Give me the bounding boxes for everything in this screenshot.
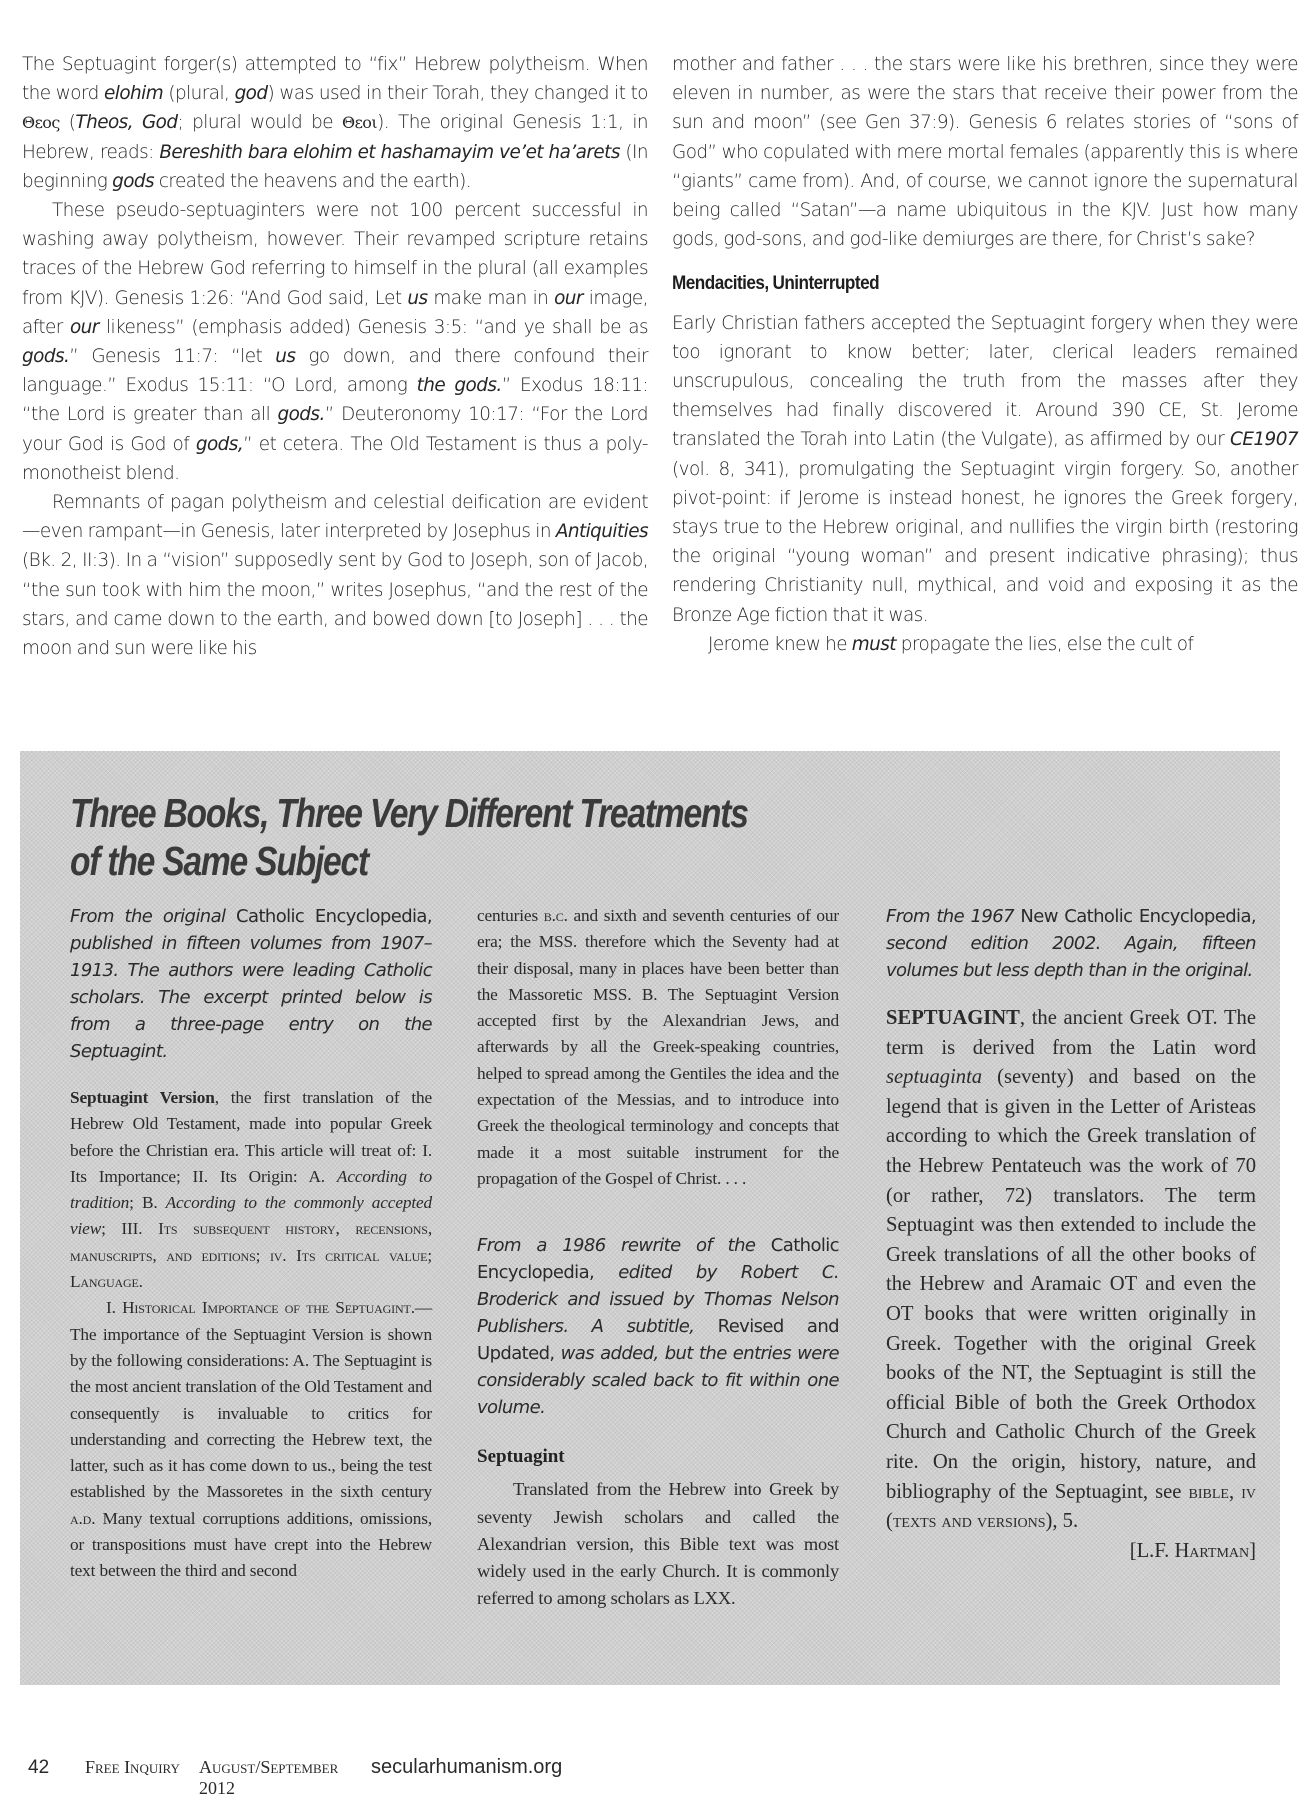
- magazine-name: Free Inquiry: [85, 1757, 180, 1777]
- article-paragraph: Remnants of pagan polytheism and celestial deification are evident—even rampant—in Genesis, later interpreted by Josephus in Antiquities (Bk. 2, II:3). In a “vision” supposedly sent by God to Joseph, son of Jacob, “the sun took with him the moon,” writes Josephus, “and the rest of the stars, and came down to the earth, and bowed down [to Joseph] . . . the moon and sun were like his: [22, 492, 648, 660]
- page-footer: [28, 1756, 563, 1798]
- article-right-column: [672, 50, 1298, 659]
- issue-date: August/September 2012: [199, 1757, 339, 1798]
- encyclopedia-excerpt: Septuagint Version, the first translation of the Hebrew Old Testament, made into popular Greek before the Christian era. This article will treat of: I. Its Importance; II. Its Origin: A. According to tradition; B. According to the commonly accepted view; III. Its subsequent history, recensions, manuscripts, and editions; iv. Its critical value; Language.: [70, 1088, 433, 1292]
- encyclopedia-excerpt: I. Historical Importance of the Septuagint.—The importance of the Septuagint Version is shown by the following considerations: A. The Septuagint is the most ancient translation of the Old Testament and consequently is invaluable to critics for understanding and correcting the Hebrew text, the latter, such as it has come down to us., being the test established by the Massoretes in the sixth century a.d. Many textual corruptions additions, omissions, or transpositions must have crept into the Hebrew text between the third and second: [70, 1298, 432, 1581]
- article-paragraph: mother and father . . . the stars were like his brethren, since they were eleven in number, as were the stars that receive their power from the sun and moon” (see Gen 37:9). Genesis 6 relates stories of “sons of God” who copulated with mere mortal females (apparently this is where “giants” came from). And, of course, we cannot ignore the supernatural being called “Satan”—a name ubiquitous in the KJV. Just how many gods, god-sons, and god-like demiurges are there, for Christ’s sake?: [672, 54, 1298, 251]
- sidebar-column-1967: [886, 903, 1256, 1566]
- article-paragraph: These pseudo-septuaginters were not 100 percent successful in washing away polytheism, however. Their revamped scripture retains traces of the Hebrew God referring to himself in the plural (all examples from KJV). Genesis 1:26: “And God said, Let us make man in our image, after our likeness” (emphasis added) Genesis 3:5: “and ye shall be as gods.” Genesis 11:7: “let us go down, and there confound their language.” Exodus 15:11: “O Lord, among the gods.” Exodus 18:11: “the Lord is greater than all gods.” Deuteronomy 10:17: “For the Lord your God is God of gods,” et cetera. The Old Testament is thus a poly-monotheist blend.: [22, 200, 649, 484]
- article-paragraph: The Septuagint forger(s) attempted to “fix” Hebrew polytheism. When the word elohim (plural, god) was used in their Torah, they changed it to Θεος (Theos, God; plural would be Θεοι). The original Genesis 1:1, in Hebrew, reads: Bereshith bara elohim et hashamayim ve’et ha’arets (In beginning gods created the heavens and the earth).: [22, 54, 649, 192]
- sidebar-column-original: [70, 903, 432, 1585]
- source-intro: From the original Catholic Encyclopedia, published in fifteen volumes from 1907–1913. The authors were leading Catholic scholars. The excerpt printed below is from a three-page entry on the Septuagint.: [70, 906, 432, 1062]
- section-heading: Mendacities, Uninterrupted: [672, 272, 880, 295]
- author-signoff: [L.F. Hartman]: [1129, 1539, 1256, 1562]
- encyclopedia-excerpt: Translated from the Hebrew into Greek by seventy Jewish scholars and called the Alexandrian version, this Bible text was most widely used in the early Church. It is commonly referred to among scholars as LXX.: [477, 1479, 839, 1609]
- source-intro: From the 1967 New Catholic Encyclopedia, second edition 2002. Again, fifteen volumes but less depth than in the original.: [886, 906, 1257, 981]
- sidebar-box: [20, 751, 1280, 1685]
- article-paragraph: Early Christian fathers accepted the Septuagint forgery when they were too ignorant to know better; later, clerical leaders remained unscrupulous, concealing the truth from the masses after they themselves had finally discovered it. Around 390 CE, St. Jerome translated the Torah into Latin (the Vulgate), as affirmed by our CE1907 (vol. 8, 341), promulgating the Septuagint virgin forgery. So, another pivot-point: if Jerome is instead honest, he ignores the Greek forgery, stays true to the Hebrew original, and nullifies the virgin birth (restoring the original “young woman” and present indicative phrasing); thus rendering Christianity null, mythical, and void and exposing it as the Bronze Age fiction that it was.: [672, 312, 1298, 626]
- entry-heading: Septuagint: [477, 1446, 565, 1468]
- greek-word: Θεοι: [342, 113, 378, 133]
- website-link[interactable]: secularhumanism.org: [371, 1756, 563, 1778]
- sidebar-title: Three Books, Three Very Different Treatments of the Same Subject: [70, 790, 748, 884]
- article-left-column: [22, 50, 648, 663]
- greek-word: Θεος: [22, 113, 60, 133]
- page-number: 42: [28, 1757, 50, 1778]
- encyclopedia-excerpt: SEPTUAGINT, the ancient Greek OT. The term is derived from the Latin word septuaginta (seventy) and based on the legend that is given in the Letter of Aristeas according to which the Greek translation of the Hebrew Pentateuch was the work of 70 (or rather, 72) translators. The term Septuagint was then extended to include the Greek translations of all the other books of the Hebrew and Aramaic OT and even the OT books that were written originally in Greek. Together with the original Greek books of the NT, the Septuagint is still the official Bible of both the Greek Orthodox Church and Catholic Church of the Greek rite. On the origin, history, nature, and bibliography of the Septuagint, see bible, iv (texts and versions), 5.: [886, 1007, 1257, 1533]
- sidebar-column-1986: [477, 903, 839, 1613]
- encyclopedia-excerpt-continued: centuries b.c. and sixth and seventh centuries of our era; the MSS. therefore which the Seventy had at their disposal, many in places have been better than the Massoretic MSS. B. The Septuagint Version accepted first by the Alexandrian Jews, and afterwards by all the Greek-speaking countries, helped to spread among the Gentiles the idea and the expectation of the Messias, and to introduce into Greek the theological terminology and concepts that made it a most suitable instrument for the propagation of the Gospel of Christ. . . .: [477, 906, 840, 1188]
- source-intro: From a 1986 rewrite of the Catholic Encyclopedia, edited by Robert C. Broderick and issued by Thomas Nelson Publishers. A subtitle, Revised and Updated, was added, but the entries were considerably scaled back to fit within one volume.: [477, 1235, 839, 1419]
- article-paragraph: Jerome knew he must propagate the lies, else the cult of: [708, 633, 1194, 655]
